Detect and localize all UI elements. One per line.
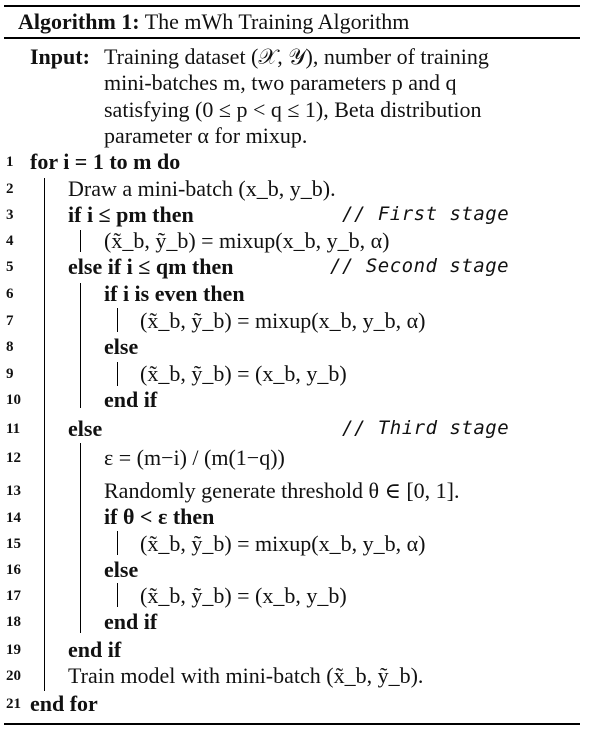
code-line: end if — [104, 387, 158, 412]
line-number: 15 — [6, 536, 21, 552]
code-line: Randomly generate threshold θ ∈ [0, 1]. — [104, 478, 460, 503]
input-line-2: mini-batches m, two parameters p and q — [104, 70, 457, 95]
code-line: (x̃_b, ỹ_b) = mixup(x_b, y_b, α) — [140, 531, 426, 556]
line-number: 21 — [6, 696, 21, 712]
line-number: 1 — [6, 154, 14, 170]
code-line: Train model with mini-batch (x̃_b, ỹ_b). — [68, 663, 424, 688]
algorithm-label: Algorithm 1: — [18, 9, 140, 34]
code-line: (x̃_b, ỹ_b) = (x_b, y_b) — [140, 361, 347, 386]
code-line: if i ≤ pm then — [68, 202, 194, 227]
line-number: 19 — [6, 642, 21, 658]
input-line-4: parameter α for mixup. — [104, 123, 308, 148]
line-number: 12 — [6, 450, 21, 466]
algorithm-caption — [18, 8, 409, 36]
scope-bar-if-theta — [117, 531, 118, 555]
input-line-1: Training dataset (𝒳, 𝒴), number of training — [104, 44, 489, 69]
code-line: (x̃_b, ỹ_b) = (x_b, y_b) — [140, 583, 347, 608]
line-number: 20 — [6, 668, 21, 684]
code-line: end if — [104, 609, 158, 634]
line-number: 17 — [6, 588, 21, 604]
code-line: else — [68, 416, 103, 441]
bottom-rule — [4, 723, 580, 725]
line-number: 9 — [6, 366, 14, 382]
line-number: 5 — [6, 259, 14, 275]
code-line: (x̃_b, ỹ_b) = mixup(x_b, y_b, α) — [140, 308, 426, 333]
input-line-3: satisfying (0 ≤ p < q ≤ 1), Beta distribution — [104, 97, 482, 122]
scope-bar-else-third — [80, 443, 81, 633]
code-line: else if i ≤ qm then — [68, 254, 234, 279]
line-number: 4 — [6, 233, 14, 249]
line-number: 2 — [6, 181, 14, 197]
code-line: ε = (m−i) / (m(1−q)) — [104, 445, 285, 470]
line-number: 7 — [6, 313, 14, 329]
line-number: 14 — [6, 510, 21, 526]
line-number: 13 — [6, 483, 21, 499]
code-line: end for — [30, 691, 98, 716]
code-comment: // Third stage — [342, 417, 510, 439]
code-line: else — [104, 334, 139, 359]
title-rule — [4, 37, 580, 39]
line-number: 8 — [6, 339, 14, 355]
code-line: if θ < ε then — [104, 504, 215, 529]
line-number: 6 — [6, 286, 14, 302]
line-number: 11 — [6, 421, 21, 437]
code-line: for i = 1 to m do — [30, 149, 181, 174]
scope-bar-else-if — [80, 283, 81, 408]
scope-bar-else-even — [117, 362, 118, 386]
top-rule — [4, 5, 580, 7]
input-label: Input: — [30, 44, 90, 69]
scope-bar-if-first — [80, 230, 81, 252]
scope-bar-if-even — [117, 308, 118, 332]
code-line: else — [104, 557, 139, 582]
code-line: (x̃_b, ỹ_b) = mixup(x_b, y_b, α) — [104, 228, 390, 253]
line-number: 16 — [6, 562, 21, 578]
line-number: 10 — [6, 392, 21, 408]
line-number: 18 — [6, 614, 21, 630]
code-comment: // First stage — [342, 203, 510, 225]
code-line: end if — [68, 637, 122, 662]
code-comment: // Second stage — [330, 255, 510, 277]
algorithm-title: The mWh Training Algorithm — [144, 9, 410, 34]
code-line: Draw a mini-batch (x_b, y_b). — [68, 176, 336, 201]
line-number: 3 — [6, 207, 14, 223]
scope-bar-else-theta — [117, 583, 118, 607]
code-line: if i is even then — [104, 281, 245, 306]
scope-bar-for — [44, 178, 45, 691]
